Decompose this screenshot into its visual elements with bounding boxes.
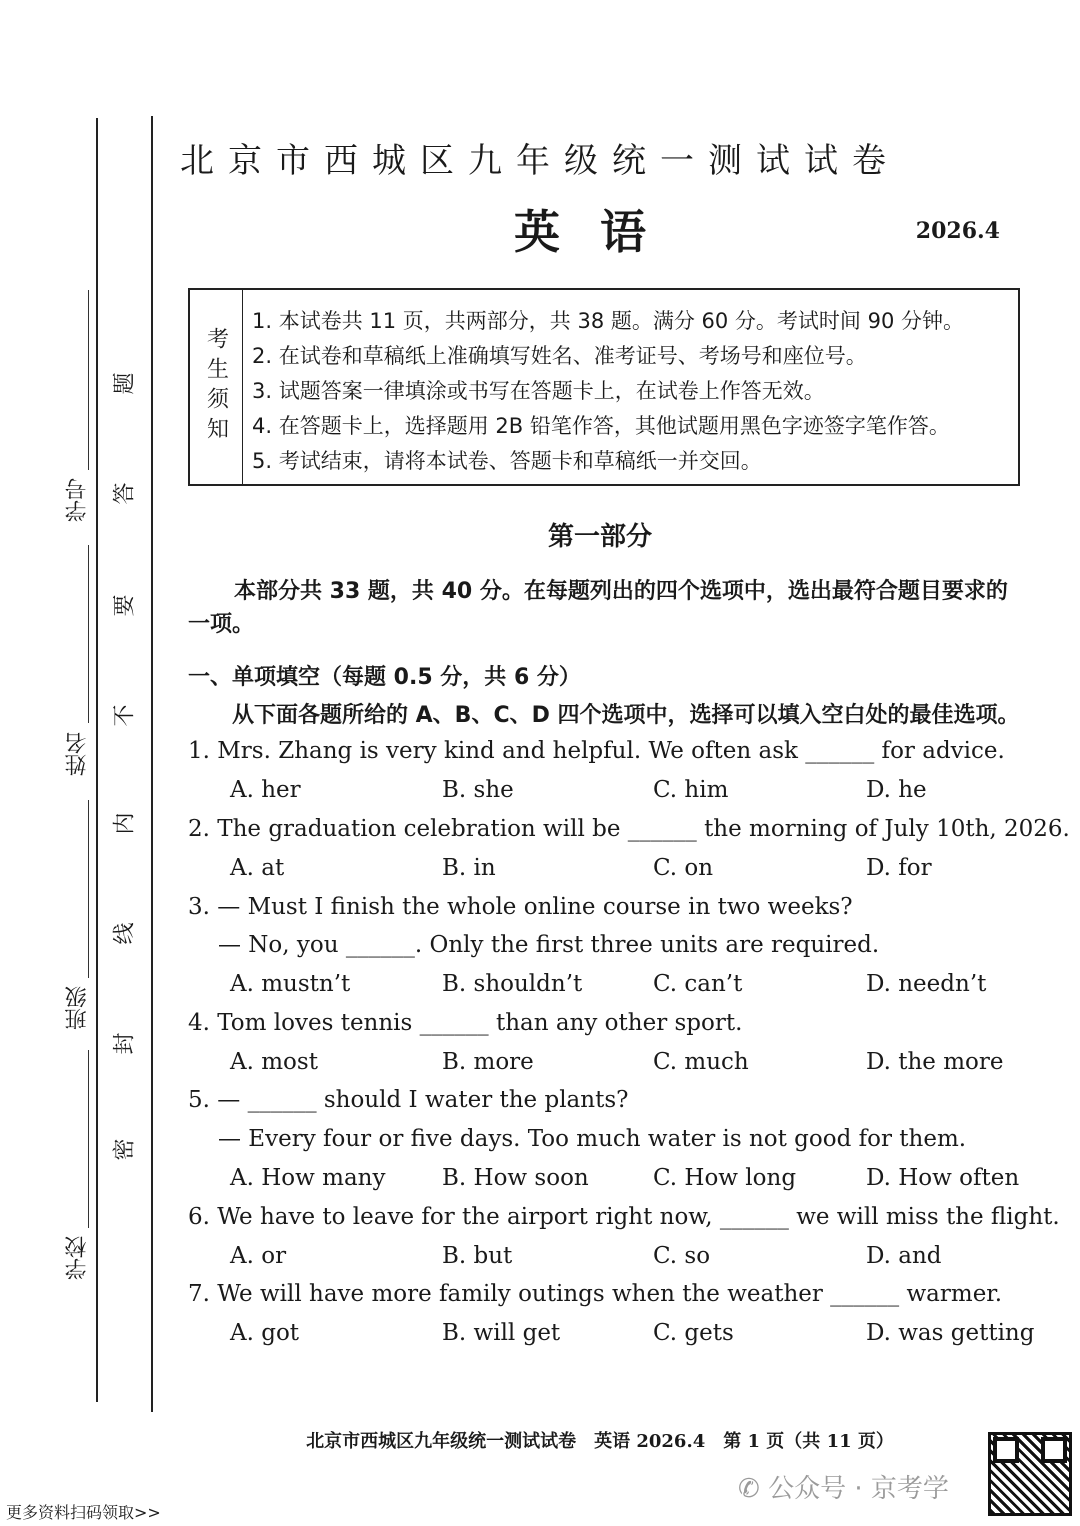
exam-date: 2026.4 [915,218,1000,244]
watermark-text: 公众号 · 京考学 [768,1474,949,1504]
subject-title: 英语 [514,205,686,259]
notice-item: 2. 在试卷和草稿纸上准确填写姓名、准考证号、考场号和座位号。 [252,344,867,368]
option[interactable]: D. the more [866,1049,1004,1075]
option[interactable]: A. How many [230,1165,386,1191]
option[interactable]: C. on [653,855,714,881]
notice-label [190,290,243,484]
option[interactable]: D. was getting [866,1320,1035,1346]
option[interactable]: A. at [230,855,285,881]
notice-item: 5. 考试结束，请将本试卷、答题卡和草稿纸一并交回。 [252,449,762,473]
binding-line-left [96,118,98,1402]
question-text: 2. The graduation celebration will be ______ the morning of July 10th, 2026. [188,816,1070,842]
notice-item: 3. 试题答案一律填涂或书写在答题卡上，在试卷上作答无效。 [252,379,825,403]
option[interactable]: B. she [442,777,514,803]
question-text: — No, you ______. Only the first three units are required. [218,932,880,958]
section-instruction: 从下面各题所给的 A、B、C、D 四个选项中，选择可以填入空白处的最佳选项。 [232,703,1020,728]
option[interactable]: D. for [866,855,932,881]
question-text: 3. — Must I finish the whole online course in two weeks? [188,894,853,920]
more-resources-link[interactable]: 更多资料扫码领取>> [6,1503,161,1522]
option[interactable]: A. or [230,1243,287,1269]
binding-char: 内 [112,812,138,835]
question-text: 4. Tom loves tennis ______ than any other sport. [188,1010,743,1036]
binding-char: 题 [112,372,138,395]
option[interactable]: C. much [653,1049,749,1075]
option[interactable]: B. How soon [442,1165,589,1191]
notice-list [252,304,964,479]
field-class: 班级 [65,986,90,1030]
question-text: 7. We will have more family outings when the weather ______ warmer. [188,1281,1003,1307]
binding-char: 密 [112,1138,138,1161]
field-name: 姓名 [65,732,90,776]
option[interactable]: D. needn’t [866,971,987,997]
field-name-line[interactable] [88,545,89,723]
exam-title: 北京市西城区九年级统一测试试卷 [180,141,900,181]
option[interactable]: D. he [866,777,927,803]
binding-char: 不 [112,704,138,727]
option[interactable]: B. shouldn’t [442,971,583,997]
option[interactable]: B. more [442,1049,534,1075]
field-student-id: 学号 [65,478,90,522]
option[interactable]: B. in [442,855,496,881]
field-class-line[interactable] [88,800,89,978]
option[interactable]: C. him [653,777,729,803]
field-school: 学校 [65,1236,90,1280]
notice-item: 4. 在答题卡上，选择题用 2B 铅笔作答，其他试题用黑色字迹签字笔作答。 [252,414,950,438]
question-text: 5. — ______ should I water the plants? [188,1087,629,1113]
part-intro: 本部分共 33 题，共 40 分。在每题列出的四个选项中，选出最符合题目要求的一项。 [188,579,1008,637]
watermark [738,1468,949,1505]
option[interactable]: C. gets [653,1320,734,1346]
question-text: 6. We have to leave for the airport right now, ______ we will miss the flight. [188,1204,1060,1230]
option[interactable]: A. got [230,1320,300,1346]
option[interactable]: D. and [866,1243,942,1269]
option[interactable]: A. her [230,777,301,803]
binding-line-right [151,116,153,1412]
option[interactable]: D. How often [866,1165,1020,1191]
option[interactable]: B. but [442,1243,513,1269]
section-title: 一、单项填空（每题 0.5 分，共 6 分） [188,665,581,690]
question-text: 1. Mrs. Zhang is very kind and helpful. We often ask ______ for advice. [188,738,1005,764]
notice-box [188,288,1020,486]
option[interactable]: A. most [230,1049,318,1075]
field-student-id-line[interactable] [88,290,89,470]
option[interactable]: A. mustn’t [230,971,351,997]
binding-char: 要 [112,594,138,617]
option[interactable]: C. so [653,1243,711,1269]
page-footer: 北京市西城区九年级统一测试试卷 英语 2026.4 第 1 页（共 11 页） [306,1431,894,1452]
part-title: 第一部分 [547,522,652,552]
binding-char: 答 [112,482,138,505]
field-school-line[interactable] [88,1050,89,1228]
notice-label-text: 考生须知 [203,327,229,447]
option[interactable]: C. How long [653,1165,797,1191]
binding-char: 封 [112,1032,138,1055]
binding-char: 线 [112,922,138,945]
notice-item: 1. 本试卷共 11 页，共两部分，共 38 题。满分 60 分。考试时间 90 分钟。 [252,309,964,333]
question-text: — Every four or five days. Too much water is not good for them. [218,1126,967,1152]
option[interactable]: C. can’t [653,971,743,997]
wechat-icon: ✆ [738,1474,760,1504]
qr-code-icon[interactable] [988,1432,1072,1516]
option[interactable]: B. will get [442,1320,561,1346]
